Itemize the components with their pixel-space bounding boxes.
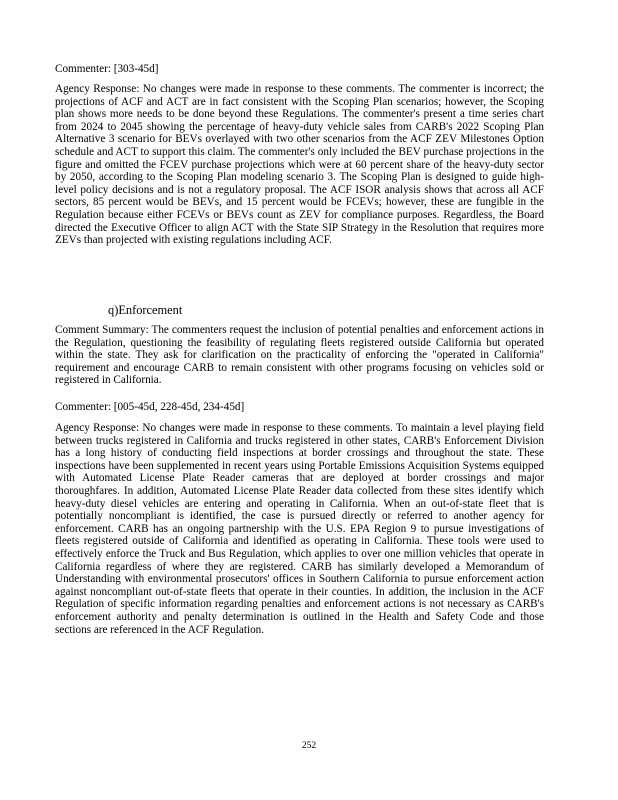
agency-response-1: Agency Response: No changes were made in response to these comments. The commenter is incorrect; the projections of ACF and ACT are in fact consistent with the Scoping Plan scenarios; however, the Scoping plan shows more needs to be done beyond these Regulations. The commenter's present a time series chart from 2024 to 2045 showing the percentage of heavy-duty vehicle sales from CARB's 2022 Scoping Plan Alternative 3 scenario for BEVs overlayed with two other scenarios from the ACF ZEV Milestones Option schedule and ACT to support this claim. The commenter's only included the BEV purchase projections in the figure and omitted the FCEV purchase projections which were at 60 percent share of the heavy-duty sector by 2050, according to the Scoping Plan modeling scenario 3. The Scoping Plan is designed to guide high-level policy decisions and is not a regulatory proposal. The ACF ISOR analysis shows that across all ACF sectors, 85 percent would be BEVs, and 15 percent would be FCEVs; however, these are fungible in the Regulation because either FCEVs or BEVs count as ZEV for compliance purposes. Regardless, the Board directed the Executive Officer to align ACT with the State SIP Strategy in the Resolution that requires more ZEVs than projected with existing regulations including ACF. [55,83,544,247]
commenter-ids-2: Commenter: [005-45d, 228-45d, 234-45d] [55,401,245,413]
commenter-ids-1: Commenter: [303-45d] [55,63,159,75]
section-heading-enforcement: q)Enforcement [108,303,183,317]
comment-summary-enforcement: Comment Summary: The commenters request the inclusion of potential penalties and enforcement actions in the Regulation, questioning the feasibility of regulating fleets registered outside California but operated within the state. They ask for clarification on the practicality of enforcing the "operated in California" requirement and encourage CARB to remain consistent with other programs focusing on vehicles sold or registered in California. [55,324,544,387]
page-number: 252 [301,741,317,751]
agency-response-2: Agency Response: No changes were made in response to these comments. To maintain a level playing field between trucks registered in California and trucks registered in other states, CARB's Enforcement Division has a long history of conducting field inspections at border crossings and throughout the state. These inspections have been supplemented in recent years using Portable Emissions Acquisition Systems equipped with Automated License Plate Reader cameras that are deployed at border crossings and major thoroughfares. In addition, Automated License Plate Reader data collected from these sites identify which heavy-duty diesel vehicles are entering and operating in California. When an out-of-state fleet that is potentially noncompliant is identified, the case is pursued directly or referred to another agency for enforcement. CARB has an ongoing partnership with the U.S. EPA Region 9 to pursue investigations of fleets registered outside of California and identified as operating in California. These tools were used to effectively enforce the Truck and Bus Regulation, which applies to over one million vehicles that operate in California regardless of where they are registered. CARB has similarly developed a Memorandum of Understanding with environmental prosecutors' offices in Southern California to pursue enforcement action against noncompliant out-of-state fleets that operate in their counties. In addition, the inclusion in the ACF Regulation of specific information regarding penalties and enforcement actions is not necessary as CARB's enforcement authority and penalty determination is outlined in the Health and Safety Code and those sections are referenced in the ACF Regulation. [55,422,544,636]
